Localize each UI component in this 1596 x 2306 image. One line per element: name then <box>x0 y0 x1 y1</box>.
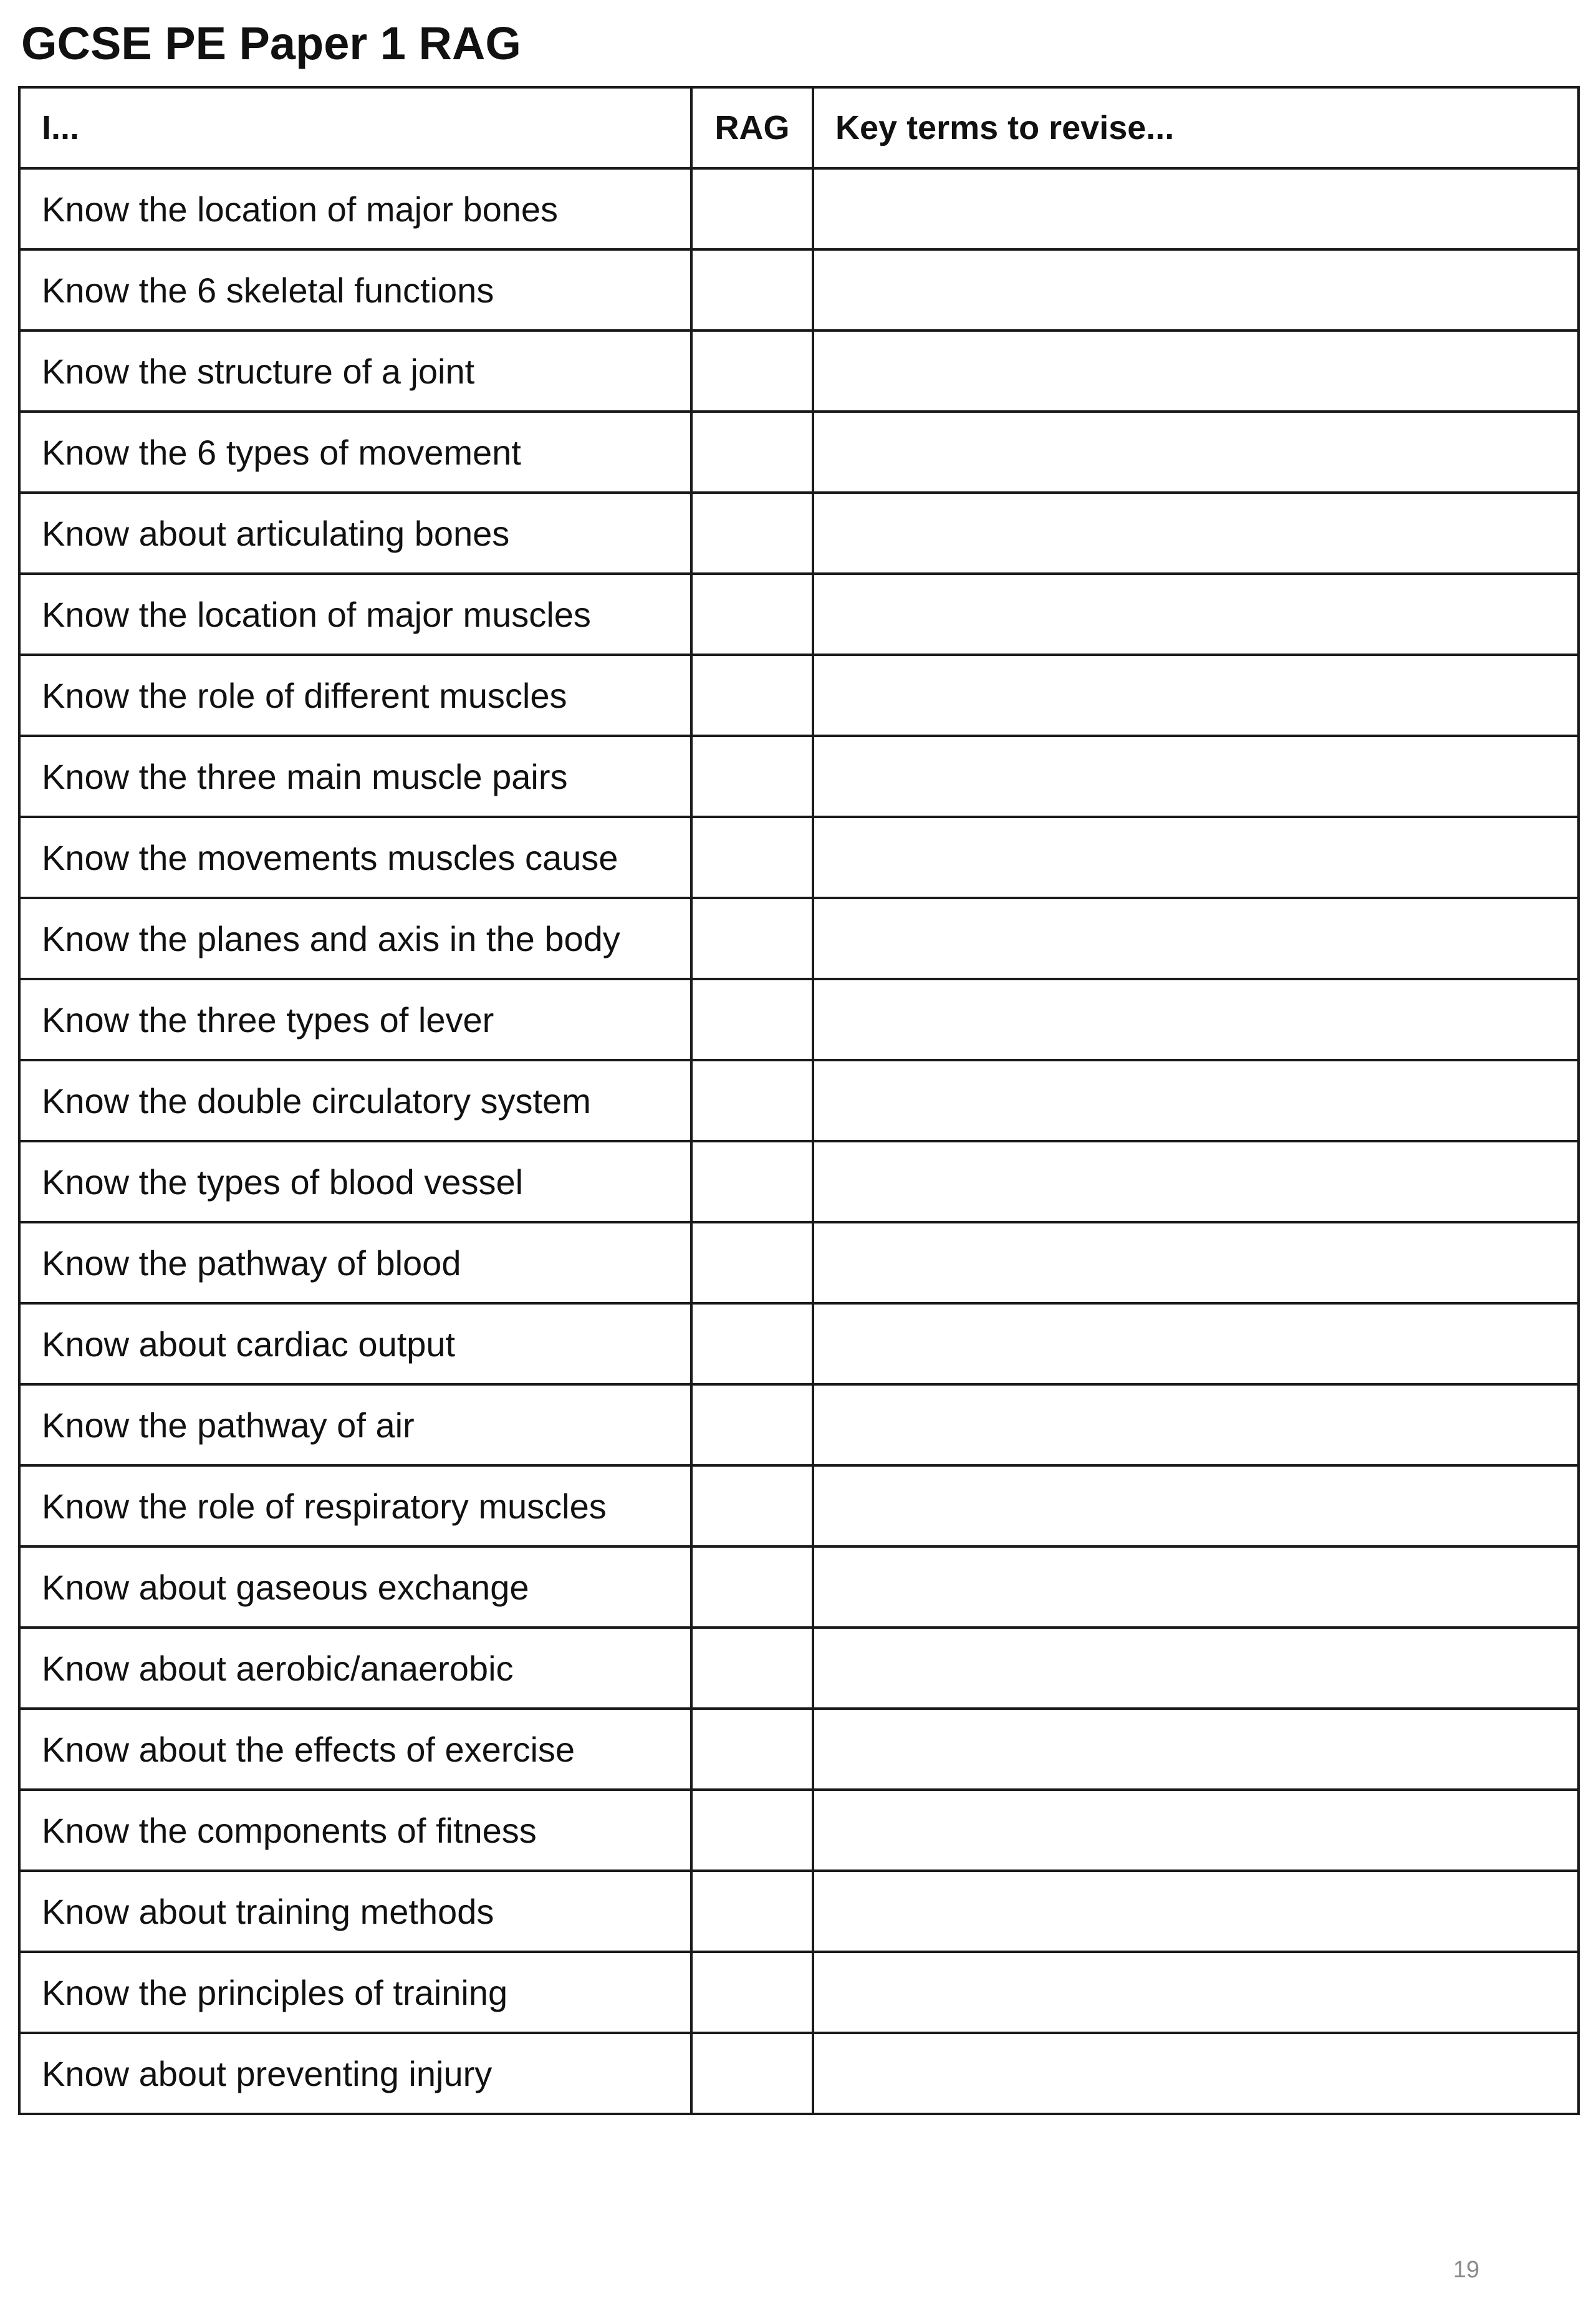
rag-cell[interactable] <box>691 1709 813 1790</box>
rag-table-body <box>19 168 1579 2114</box>
rag-cell[interactable] <box>691 574 813 655</box>
key-terms-cell[interactable] <box>813 736 1579 817</box>
rag-cell[interactable] <box>691 2033 813 2114</box>
key-terms-cell[interactable] <box>813 1790 1579 1871</box>
rag-cell[interactable] <box>691 655 813 736</box>
topic-cell: Know the principles of training <box>19 1952 691 2033</box>
key-terms-cell[interactable] <box>813 1060 1579 1141</box>
table-row <box>19 979 1579 1060</box>
topic-cell: Know the three main muscle pairs <box>19 736 691 817</box>
table-row <box>19 736 1579 817</box>
rag-cell[interactable] <box>691 412 813 493</box>
rag-cell[interactable] <box>691 1465 813 1546</box>
key-terms-cell[interactable] <box>813 412 1579 493</box>
key-terms-cell[interactable] <box>813 1384 1579 1465</box>
rag-cell[interactable] <box>691 1871 813 1952</box>
topic-cell: Know the 6 skeletal functions <box>19 249 691 330</box>
page-number: 19 <box>1453 2257 1479 2283</box>
key-terms-cell[interactable] <box>813 168 1579 249</box>
key-terms-column-header: Key terms to revise... <box>813 87 1579 168</box>
rag-cell[interactable] <box>691 1790 813 1871</box>
topic-cell: Know the components of fitness <box>19 1790 691 1871</box>
key-terms-cell[interactable] <box>813 1952 1579 2033</box>
table-row <box>19 1222 1579 1303</box>
topic-column-header: I... <box>19 87 691 168</box>
table-row <box>19 249 1579 330</box>
topic-cell: Know about aerobic/anaerobic <box>19 1628 691 1709</box>
topic-cell: Know the role of different muscles <box>19 655 691 736</box>
rag-column-header: RAG <box>691 87 813 168</box>
rag-cell[interactable] <box>691 736 813 817</box>
table-row <box>19 1060 1579 1141</box>
key-terms-cell[interactable] <box>813 330 1579 412</box>
rag-cell[interactable] <box>691 1141 813 1222</box>
topic-cell: Know the pathway of blood <box>19 1222 691 1303</box>
key-terms-cell[interactable] <box>813 1303 1579 1384</box>
key-terms-cell[interactable] <box>813 1546 1579 1628</box>
topic-cell: Know the three types of lever <box>19 979 691 1060</box>
table-row <box>19 2033 1579 2114</box>
topic-cell: Know the movements muscles cause <box>19 817 691 898</box>
topic-cell: Know the location of major muscles <box>19 574 691 655</box>
table-row <box>19 1141 1579 1222</box>
topic-cell: Know the role of respiratory muscles <box>19 1465 691 1546</box>
rag-cell[interactable] <box>691 168 813 249</box>
table-row <box>19 1546 1579 1628</box>
table-row <box>19 898 1579 979</box>
key-terms-cell[interactable] <box>813 493 1579 574</box>
key-terms-cell[interactable] <box>813 2033 1579 2114</box>
table-row <box>19 412 1579 493</box>
rag-cell[interactable] <box>691 979 813 1060</box>
table-row <box>19 168 1579 249</box>
topic-cell: Know about the effects of exercise <box>19 1709 691 1790</box>
rag-cell[interactable] <box>691 1222 813 1303</box>
table-row <box>19 1709 1579 1790</box>
topic-cell: Know the location of major bones <box>19 168 691 249</box>
table-row <box>19 1465 1579 1546</box>
rag-cell[interactable] <box>691 1060 813 1141</box>
key-terms-cell[interactable] <box>813 1628 1579 1709</box>
rag-cell[interactable] <box>691 1952 813 2033</box>
key-terms-cell[interactable] <box>813 655 1579 736</box>
rag-table <box>18 86 1580 2115</box>
table-row <box>19 655 1579 736</box>
page-title: GCSE PE Paper 1 RAG <box>21 17 521 69</box>
table-row <box>19 1952 1579 2033</box>
topic-cell: Know the pathway of air <box>19 1384 691 1465</box>
table-row <box>19 1790 1579 1871</box>
topic-cell: Know the planes and axis in the body <box>19 898 691 979</box>
key-terms-cell[interactable] <box>813 1465 1579 1546</box>
key-terms-cell[interactable] <box>813 898 1579 979</box>
key-terms-cell[interactable] <box>813 979 1579 1060</box>
topic-cell: Know about gaseous exchange <box>19 1546 691 1628</box>
topic-cell: Know about preventing injury <box>19 2033 691 2114</box>
key-terms-cell[interactable] <box>813 574 1579 655</box>
table-row <box>19 330 1579 412</box>
rag-cell[interactable] <box>691 1546 813 1628</box>
topic-cell: Know the structure of a joint <box>19 330 691 412</box>
topic-cell: Know the 6 types of movement <box>19 412 691 493</box>
topic-cell: Know about articulating bones <box>19 493 691 574</box>
rag-cell[interactable] <box>691 1384 813 1465</box>
topic-cell: Know about cardiac output <box>19 1303 691 1384</box>
key-terms-cell[interactable] <box>813 1222 1579 1303</box>
rag-cell[interactable] <box>691 898 813 979</box>
key-terms-cell[interactable] <box>813 1871 1579 1952</box>
topic-cell: Know about training methods <box>19 1871 691 1952</box>
table-row <box>19 574 1579 655</box>
rag-cell[interactable] <box>691 1303 813 1384</box>
table-row <box>19 1384 1579 1465</box>
key-terms-cell[interactable] <box>813 1709 1579 1790</box>
rag-cell[interactable] <box>691 330 813 412</box>
rag-cell[interactable] <box>691 249 813 330</box>
rag-cell[interactable] <box>691 817 813 898</box>
key-terms-cell[interactable] <box>813 817 1579 898</box>
rag-cell[interactable] <box>691 1628 813 1709</box>
key-terms-cell[interactable] <box>813 1141 1579 1222</box>
rag-cell[interactable] <box>691 493 813 574</box>
table-row <box>19 1303 1579 1384</box>
table-row <box>19 1628 1579 1709</box>
key-terms-cell[interactable] <box>813 249 1579 330</box>
table-row <box>19 1871 1579 1952</box>
topic-cell: Know the double circulatory system <box>19 1060 691 1141</box>
topic-cell: Know the types of blood vessel <box>19 1141 691 1222</box>
header-row <box>19 87 1579 168</box>
table-row <box>19 817 1579 898</box>
table-row <box>19 493 1579 574</box>
